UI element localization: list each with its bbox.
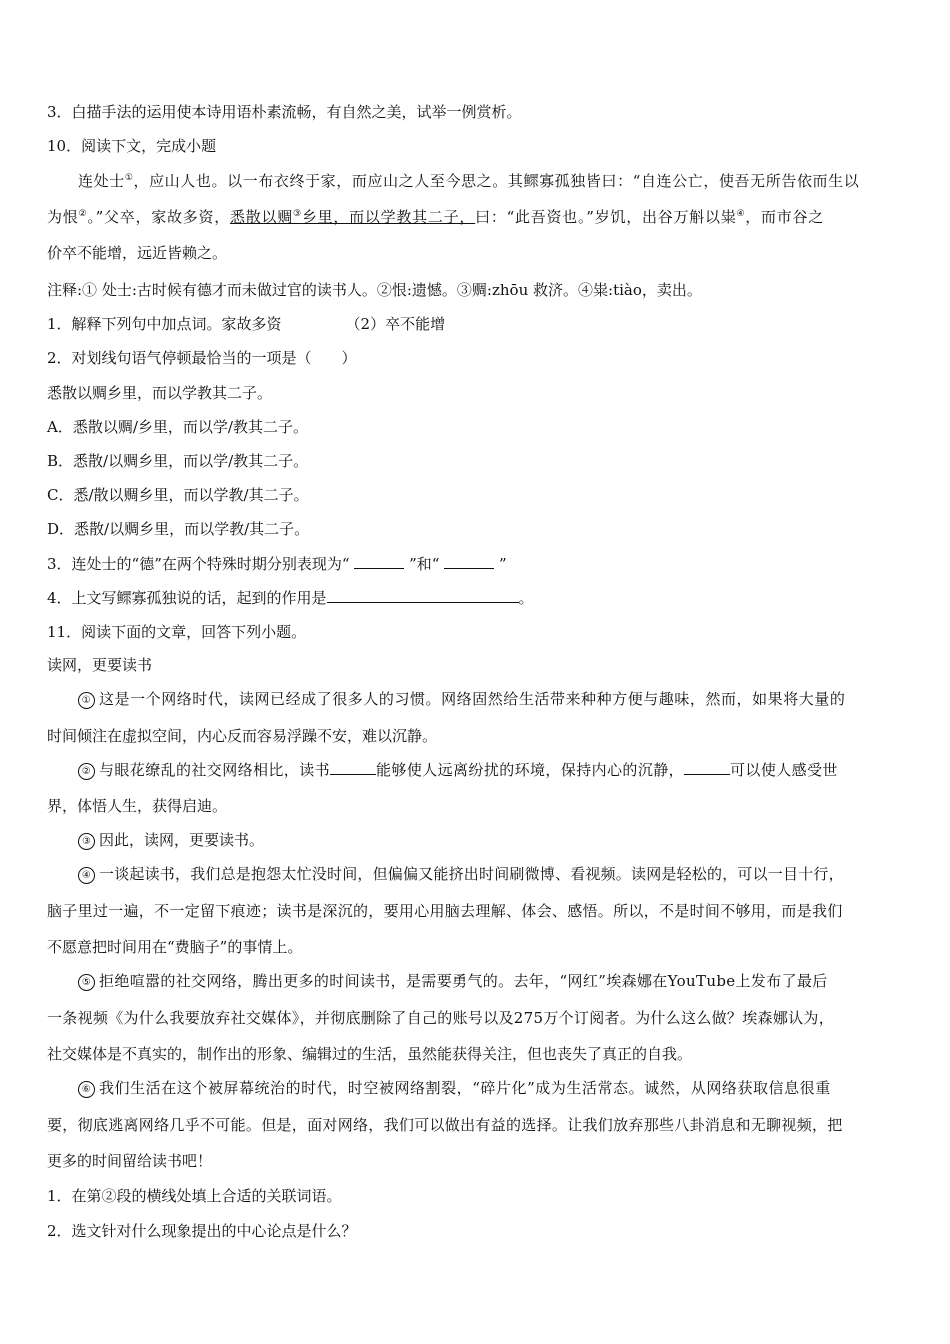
answer-blank[interactable] [327,588,519,603]
q10-note: 注释:① 处士:古时候有德才而未做过官的读书人。②恨:遗憾。③赒:zhōu 救济。④粜:tiào，卖出。 [47,281,702,299]
q10-passage-line-1: 连处士①，应山人也。以一布衣终于家，而应山之人至今思之。其鳏寡孤独皆曰：“自连公亡，使吾无所告依而生以 [78,172,860,190]
conjunction-blank[interactable] [330,760,376,775]
q10-question-2: 2．对划线句语气停顿最恰当的一项是（ ） [47,349,357,367]
q10-option-d: D．悉散/以赒乡里，而以学教/其二子。 [47,520,310,538]
q11-question-2: 2．选文针对什么现象提出的中心论点是什么？ [47,1222,357,1240]
q11-paragraph-4-line-2: 脑子里过一遍，不一定留下痕迹；读书是深沉的，要用心用脑去理解、体会、感悟。所以，不是时间不够用，而是我们 [47,902,843,920]
answer-blank[interactable] [444,554,494,569]
q11-article-title: 读网，更要读书 [47,656,153,674]
q11-paragraph-4-line-1: ④ 一谈起读书，我们总是抱怨太忙没时间，但偏偏又能挤出时间刷微博、看视频。读网是轻松的，可以一目十行， [78,864,908,884]
q10-question-4: 4．上文写鳏寡孤独说的话，起到的作用是 。 [47,589,534,607]
q11-paragraph-1-line-2: 时间倾注在虚拟空间，内心反而容易浮躁不安，难以沉静。 [47,727,438,745]
conjunction-blank[interactable] [684,760,730,775]
q11-paragraph-6-line-1: ⑥ 我们生活在这个被屏幕统治的时代，时空被网络割裂，“碎片化”成为生活常态。诚然，从网络获取信息很重 [78,1078,908,1098]
q10-option-c: C．悉/散以赒乡里，而以学教/其二子。 [47,486,309,504]
q11-paragraph-5-line-3: 社交媒体是不真实的，制作出的形象、编辑过的生活，虽然能获得关注，但也丧失了真正的自我。 [47,1045,693,1063]
q10-option-b: B．悉散/以赒乡里，而以学/教其二子。 [47,452,309,470]
q11-paragraph-1-line-1: ① 这是一个网络时代，读网已经成了很多人的习惯。网络固然给生活带来种种方便与趣味，然而，如果将大量的 [78,689,908,709]
q11-paragraph-5-line-2: 一条视频《为什么我要放弃社交媒体》，并彻底删除了自己的账号以及275万个订阅者。为什么这么做？埃森娜认为， [47,1009,835,1027]
q11-question-1: 1．在第②段的横线处填上合适的关联词语。 [47,1187,342,1205]
q10-heading: 10．阅读下文，完成小题 [47,137,217,155]
underlined-sentence: 悉散以赒③乡里，而以学教其二子， [230,208,476,226]
q11-paragraph-4-line-3: 不愿意把时间用在“费脑子”的事情上。 [47,938,303,956]
q9-item-3: 3．白描手法的运用使本诗用语朴素流畅，有自然之美，试举一例赏析。 [47,103,522,121]
q11-paragraph-2-line-2: 界，体悟人生，获得启迪。 [47,797,228,815]
q11-paragraph-2-line-1: ② 与眼花缭乱的社交网络相比，读书 能够使人远离纷扰的环境，保持内心的沉静， 可以使人感受世 [78,760,908,780]
q11-paragraph-6-line-2: 要，彻底逃离网络几乎不可能。但是，面对网络，我们可以做出有益的选择。让我们放弃那些八卦消息和无聊视频，把 [47,1116,843,1134]
q11-paragraph-6-line-3: 更多的时间留给读书吧！ [47,1152,213,1170]
q11-paragraph-3: ③ 因此，读网，更要读书。 [78,830,908,850]
q11-heading: 11．阅读下面的文章，回答下列小题。 [47,623,307,641]
q10-option-a: A．悉散以赒/乡里，而以学/教其二子。 [47,418,308,436]
q11-paragraph-5-line-1: ⑤ 拒绝喧嚣的社交网络，腾出更多的时间读书，是需要勇气的。去年，“网红”埃森娜在YouTube上发布了最后 [78,971,908,991]
answer-blank[interactable] [354,554,404,569]
q10-question-2-sentence: 悉散以赒乡里，而以学教其二子。 [47,384,273,402]
q10-passage-line-2: 为恨②。”父卒，家故多资，悉散以赒③乡里，而以学教其二子，曰：“此吾资也。”岁饥，出谷万斛以粜④，而市谷之 [47,208,825,226]
q10-passage-line-3: 价卒不能增，远近皆赖之。 [47,244,228,262]
q10-question-3: 3．连处士的“德”在两个特殊时期分别表现为“ ”和“ ” [47,555,507,573]
q10-question-1: 1．解释下列句中加点词。家故多资 （2）卒不能增 [47,315,446,333]
